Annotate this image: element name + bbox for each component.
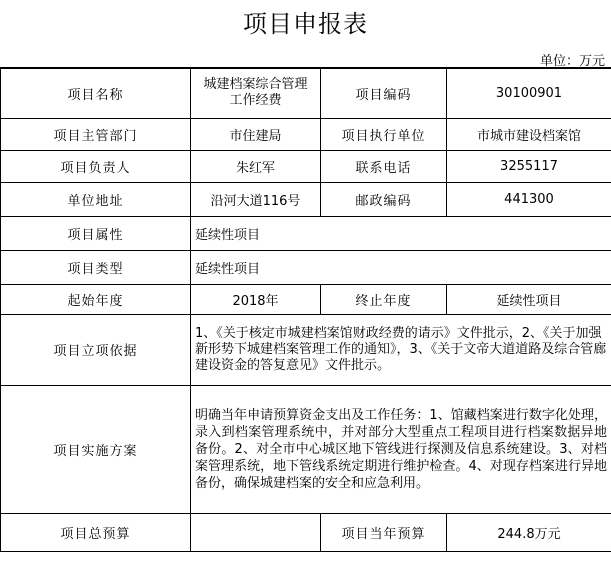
table-row: [1, 118, 611, 150]
basis-value: 1、《关于核定市城建档案馆财政经费的请示》文件批示，2、《关于加强新形势下城建档案管理工作的通知》，3、《关于文帝大道道路及综合管廊建设资金的答复意见》文件批示。: [191, 314, 611, 385]
phone-label: 联系电话: [321, 150, 447, 182]
unit-note: 单位：万元: [539, 54, 605, 69]
name-value: 城建档案综合管理工作经费: [191, 68, 321, 118]
leader-value: 朱红军: [191, 150, 321, 182]
plan-label: 项目实施方案: [1, 385, 191, 513]
attr-value: 延续性项目: [191, 216, 611, 250]
table-row: [1, 216, 611, 250]
table-row: [1, 182, 611, 216]
type-value: 延续性项目: [191, 250, 611, 284]
year-budget-value: 244.8万元: [447, 513, 611, 551]
basis-label: 项目立项依据: [1, 314, 191, 385]
table-row: [1, 513, 611, 551]
budget-label: 项目总预算: [1, 513, 191, 551]
exec-value: 市城市建设档案馆: [447, 118, 611, 150]
end-label: 终止年度: [321, 284, 447, 314]
table-row: [1, 385, 611, 513]
address-value: 沿河大道116号: [191, 182, 321, 216]
type-label: 项目类型: [1, 250, 191, 284]
exec-label: 项目执行单位: [321, 118, 447, 150]
table-row: [1, 250, 611, 284]
zip-label: 邮政编码: [321, 182, 447, 216]
dept-value: 市住建局: [191, 118, 321, 150]
code-label: 项目编码: [321, 68, 447, 118]
leader-label: 项目负责人: [1, 150, 191, 182]
page-title: 项目申报表: [243, 10, 368, 38]
dept-label: 项目主管部门: [1, 118, 191, 150]
phone-value: 3255117: [447, 150, 611, 182]
project-form-table: [0, 67, 611, 552]
start-label: 起始年度: [1, 284, 191, 314]
attr-label: 项目属性: [1, 216, 191, 250]
table-row: [1, 284, 611, 314]
year-budget-label: 项目当年预算: [321, 513, 447, 551]
address-label: 单位地址: [1, 182, 191, 216]
table-row: [1, 68, 611, 118]
zip-value: 441300: [447, 182, 611, 216]
end-value: 延续性项目: [447, 284, 611, 314]
table-row: [1, 150, 611, 182]
code-value: 30100901: [447, 68, 611, 118]
plan-value: 明确当年申请预算资金支出及工作任务：1、馆藏档案进行数字化处理，录入到档案管理系统中，并对部分大型重点工程项目进行档案数据异地备份。2、对全市中心城区地下管线进行探测及信息系统建设。3、对档案管理系统，地下管线系统定期进行维护检查。4、对现存档案进行异地备份，确保城建档案的安全和应急利用。: [191, 385, 611, 513]
start-value: 2018年: [191, 284, 321, 314]
budget-value: [191, 513, 321, 551]
table-row: [1, 314, 611, 385]
name-label: 项目名称: [1, 68, 191, 118]
